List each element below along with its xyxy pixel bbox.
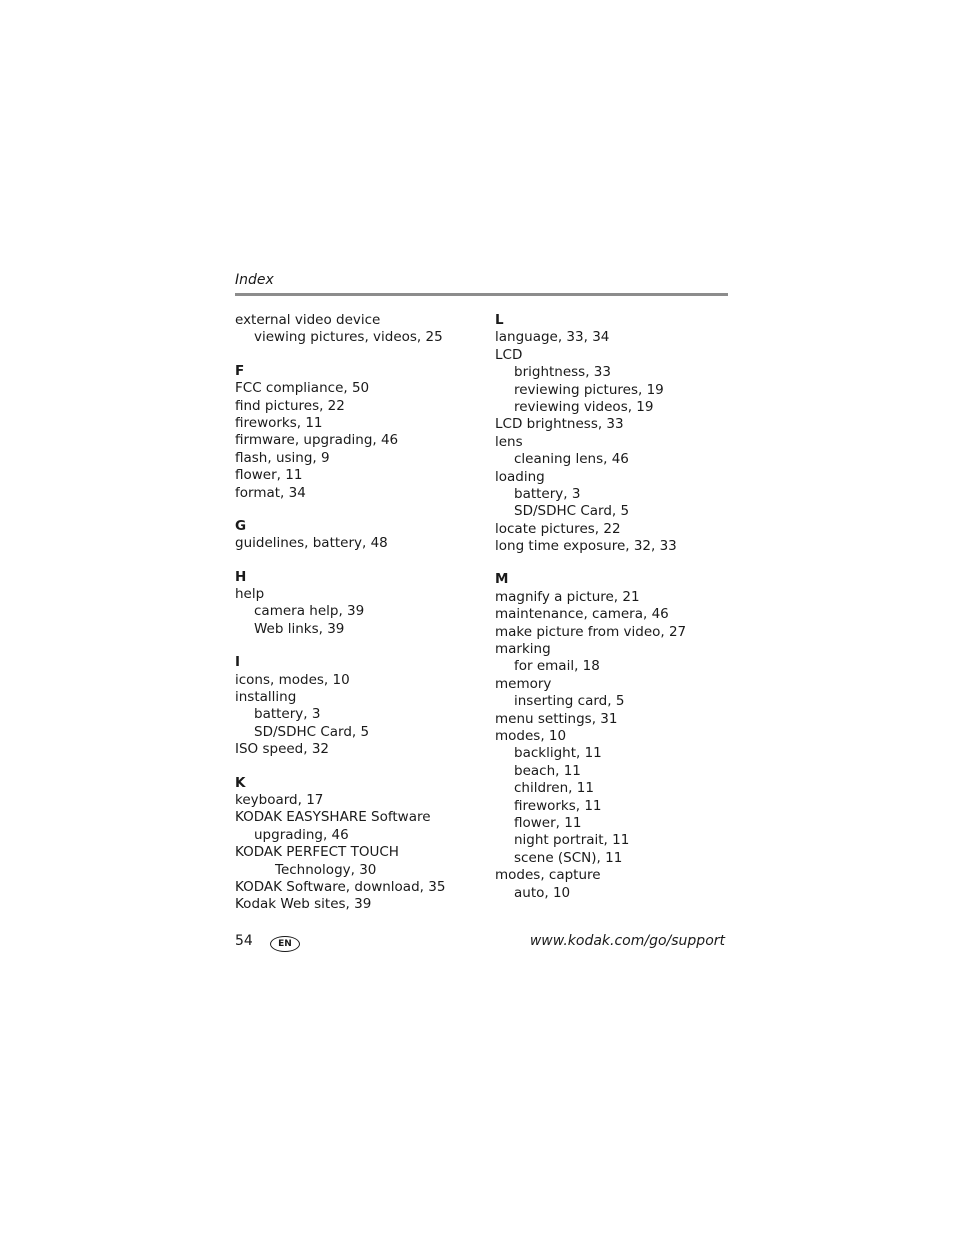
- index-entry: FCC compliance, 50: [235, 380, 370, 397]
- index-subentry: beach, 11: [514, 762, 581, 779]
- section-spacer: [495, 555, 735, 571]
- index-subentry: flower, 11: [514, 814, 582, 831]
- index-letter-heading: F: [235, 362, 245, 379]
- index-subentry: for email, 18: [514, 658, 600, 675]
- index-subentry: battery, 3: [514, 485, 581, 502]
- index-subentry: camera help, 39: [254, 603, 365, 620]
- index-letter-heading: L: [495, 312, 504, 328]
- index-subentry: SD/SDHC Card, 5: [254, 723, 370, 740]
- index-entry: memory: [495, 675, 552, 692]
- section-spacer: [235, 347, 475, 363]
- index-entry: lens: [495, 433, 523, 450]
- index-entry: flower, 11: [235, 467, 303, 484]
- index-subentry: battery, 3: [254, 706, 321, 723]
- index-subentry: SD/SDHC Card, 5: [514, 503, 630, 520]
- index-letter-heading: K: [235, 774, 246, 791]
- index-subentry: Technology, 30: [275, 861, 377, 878]
- index-entry: icons, modes, 10: [235, 671, 350, 688]
- index-subentry: reviewing videos, 19: [514, 398, 654, 415]
- index-entry: help: [235, 586, 265, 603]
- index-letter-heading: I: [235, 654, 241, 671]
- running-header-title: Index: [235, 272, 274, 288]
- index-subentry: cleaning lens, 46: [514, 451, 629, 468]
- index-entry: menu settings, 31: [495, 710, 618, 727]
- index-subentry: brightness, 33: [514, 364, 611, 381]
- index-subentry: backlight, 11: [514, 745, 602, 762]
- index-entry: Kodak Web sites, 39: [235, 896, 372, 913]
- index-entry: KODAK Software, download, 35: [235, 878, 446, 895]
- index-entry: guidelines, battery, 48: [235, 535, 388, 552]
- index-entry: long time exposure, 32, 33: [495, 538, 677, 555]
- index-subentry: inserting card, 5: [514, 693, 625, 710]
- section-spacer: [235, 759, 475, 775]
- index-entry: format, 34: [235, 484, 306, 501]
- index-entry: external video device: [235, 312, 381, 328]
- index-subentry: upgrading, 46: [254, 826, 349, 843]
- index-subentry: fireworks, 11: [514, 797, 602, 814]
- section-spacer: [235, 502, 475, 518]
- section-spacer: [235, 638, 475, 654]
- index-entry: find pictures, 22: [235, 397, 345, 414]
- index-entry: modes, capture: [495, 867, 601, 884]
- index-entry: locate pictures, 22: [495, 520, 621, 537]
- index-letter-heading: H: [235, 568, 247, 585]
- index-entry: maintenance, camera, 46: [495, 606, 669, 623]
- index-entry: ISO speed, 32: [235, 741, 330, 758]
- index-entry: LCD brightness, 33: [495, 416, 624, 433]
- index-entry: fireworks, 11: [235, 414, 323, 431]
- index-entry: keyboard, 17: [235, 791, 324, 808]
- section-spacer: [235, 553, 475, 569]
- index-entry: firmware, upgrading, 46: [235, 432, 399, 449]
- index-entry: language, 33, 34: [495, 329, 610, 346]
- page-number: 54: [235, 933, 253, 949]
- index-subentry: reviewing pictures, 19: [514, 381, 664, 398]
- index-column-left: [235, 312, 475, 914]
- index-entry: flash, using, 9: [235, 449, 330, 466]
- index-subentry: auto, 10: [514, 884, 571, 901]
- index-entry: modes, 10: [495, 727, 567, 744]
- index-letter-heading: G: [235, 517, 247, 534]
- index-entry: marking: [495, 641, 551, 658]
- index-entry: magnify a picture, 21: [495, 588, 640, 605]
- index-entry: KODAK EASYSHARE Software: [235, 809, 431, 826]
- index-entry: LCD: [495, 346, 523, 363]
- index-entry: KODAK PERFECT TOUCH: [235, 844, 399, 861]
- index-column-right: [495, 312, 735, 902]
- support-url: www.kodak.com/go/support: [529, 933, 725, 949]
- index-entry: make picture from video, 27: [495, 623, 687, 640]
- index-subentry: scene (SCN), 11: [514, 849, 623, 866]
- header-divider: [235, 293, 728, 296]
- index-subentry: night portrait, 11: [514, 832, 630, 849]
- index-entry: loading: [495, 468, 545, 485]
- index-letter-heading: M: [495, 571, 509, 588]
- index-entry: installing: [235, 689, 297, 706]
- index-subentry: children, 11: [514, 780, 594, 797]
- index-subentry: Web links, 39: [254, 620, 345, 637]
- index-subentry: viewing pictures, videos, 25: [254, 329, 443, 346]
- language-badge: EN: [270, 936, 300, 952]
